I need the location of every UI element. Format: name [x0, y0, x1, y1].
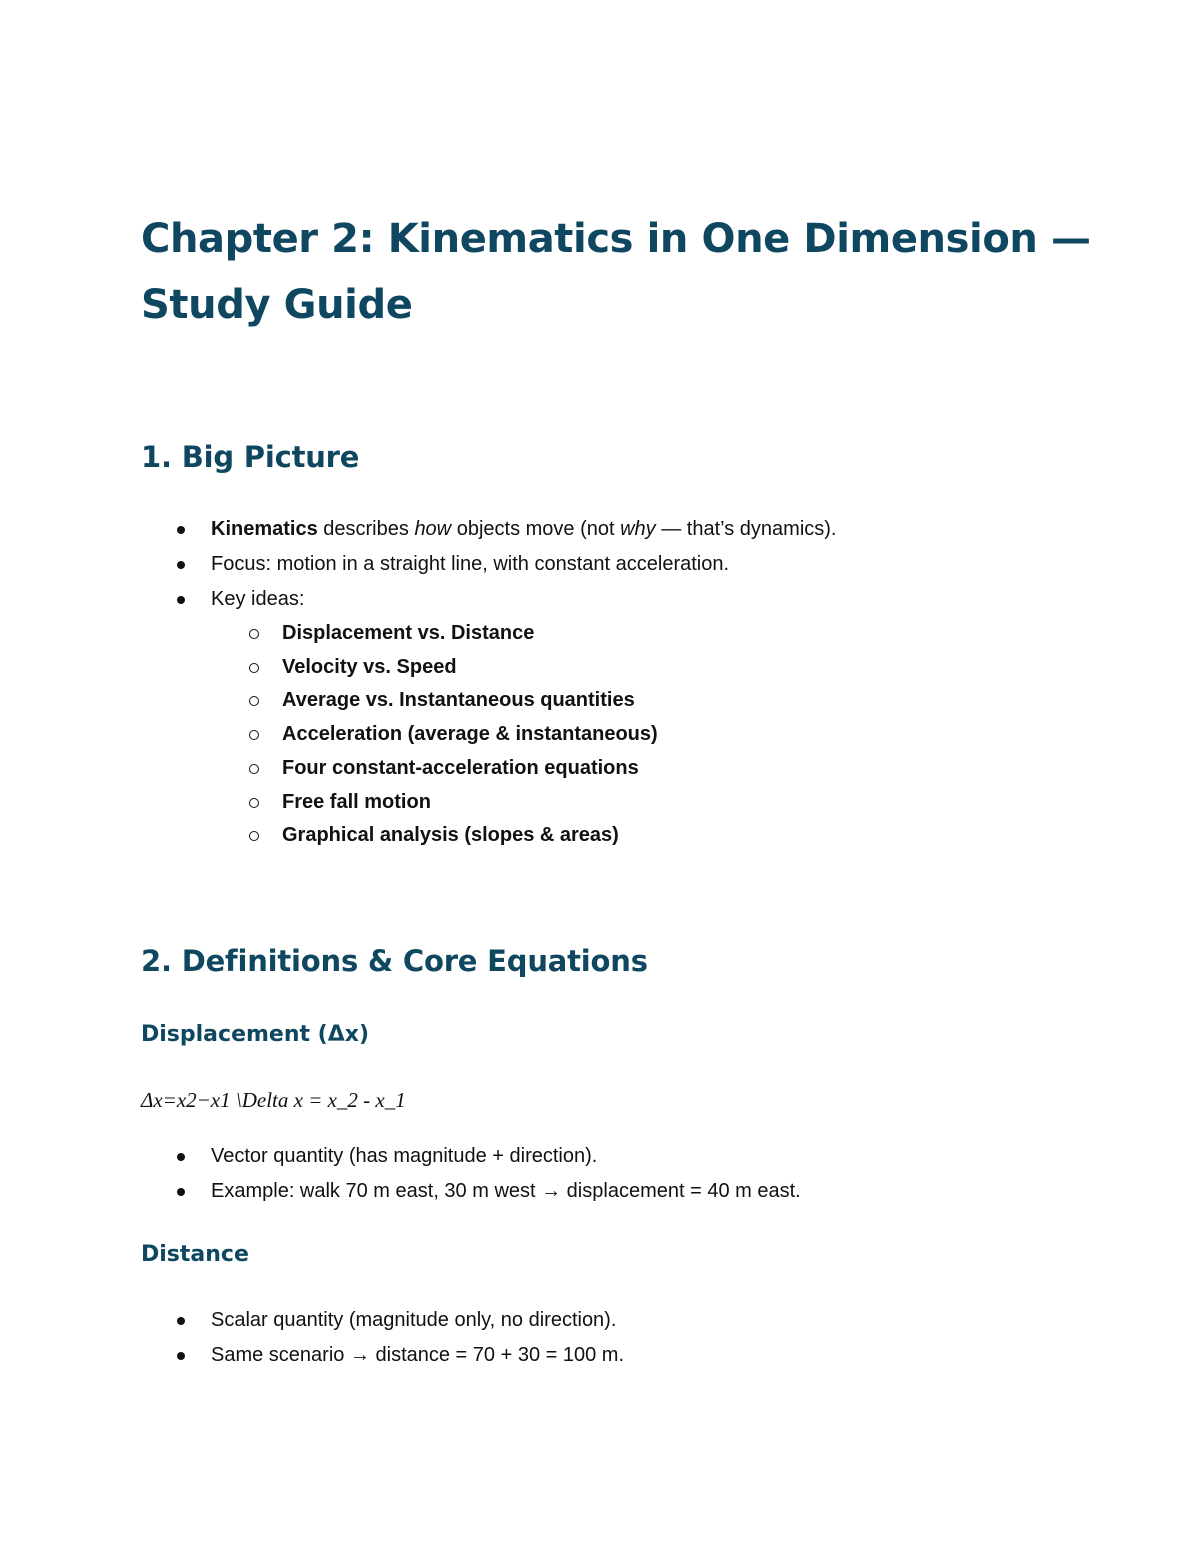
key-ideas-list — [211, 617, 837, 853]
section-heading-big-picture: 1. Big Picture — [141, 440, 360, 474]
subheading-displacement: Displacement (Δx) — [141, 1022, 370, 1047]
sub-list-item: Free fall motion — [211, 786, 837, 820]
big-picture-list — [0, 512, 837, 853]
displacement-list — [0, 1139, 801, 1209]
sub-list-item: Displacement vs. Distance — [211, 617, 837, 651]
displacement-formula: Δx=x2−x1 \Delta x = x_2 - x_1 — [141, 1088, 406, 1112]
distance-list — [0, 1303, 624, 1373]
list-item: Vector quantity (has magnitude + direction). — [0, 1139, 801, 1174]
list-item: Same scenario → distance = 70 + 30 = 100 m. — [0, 1338, 624, 1373]
sub-list-item: Graphical analysis (slopes & areas) — [211, 819, 837, 853]
subheading-distance: Distance — [141, 1242, 249, 1267]
list-item: Key ideas: Displacement vs. Distance Velocity vs. Speed Average vs. Instantaneous quantities Acceleration (average & instantaneous) Four constant-acceleration equations Free fall motion Graphical analysis (slopes & areas) — [0, 582, 837, 853]
list-item: Kinematics describes how objects move (not why — that’s dynamics). — [0, 512, 837, 547]
sub-list-item: Velocity vs. Speed — [211, 651, 837, 685]
page-title: Chapter 2: Kinematics in One Dimension — Study Guide — [141, 216, 1091, 328]
list-item: Example: walk 70 m east, 30 m west → displacement = 40 m east. — [0, 1174, 801, 1209]
sub-list-item: Average vs. Instantaneous quantities — [211, 684, 837, 718]
list-item: Scalar quantity (magnitude only, no direction). — [0, 1303, 624, 1338]
section-heading-definitions: 2. Definitions & Core Equations — [141, 944, 648, 978]
sub-list-item: Acceleration (average & instantaneous) — [211, 718, 837, 752]
sub-list-item: Four constant-acceleration equations — [211, 752, 837, 786]
list-item: Focus: motion in a straight line, with constant acceleration. — [0, 547, 837, 582]
